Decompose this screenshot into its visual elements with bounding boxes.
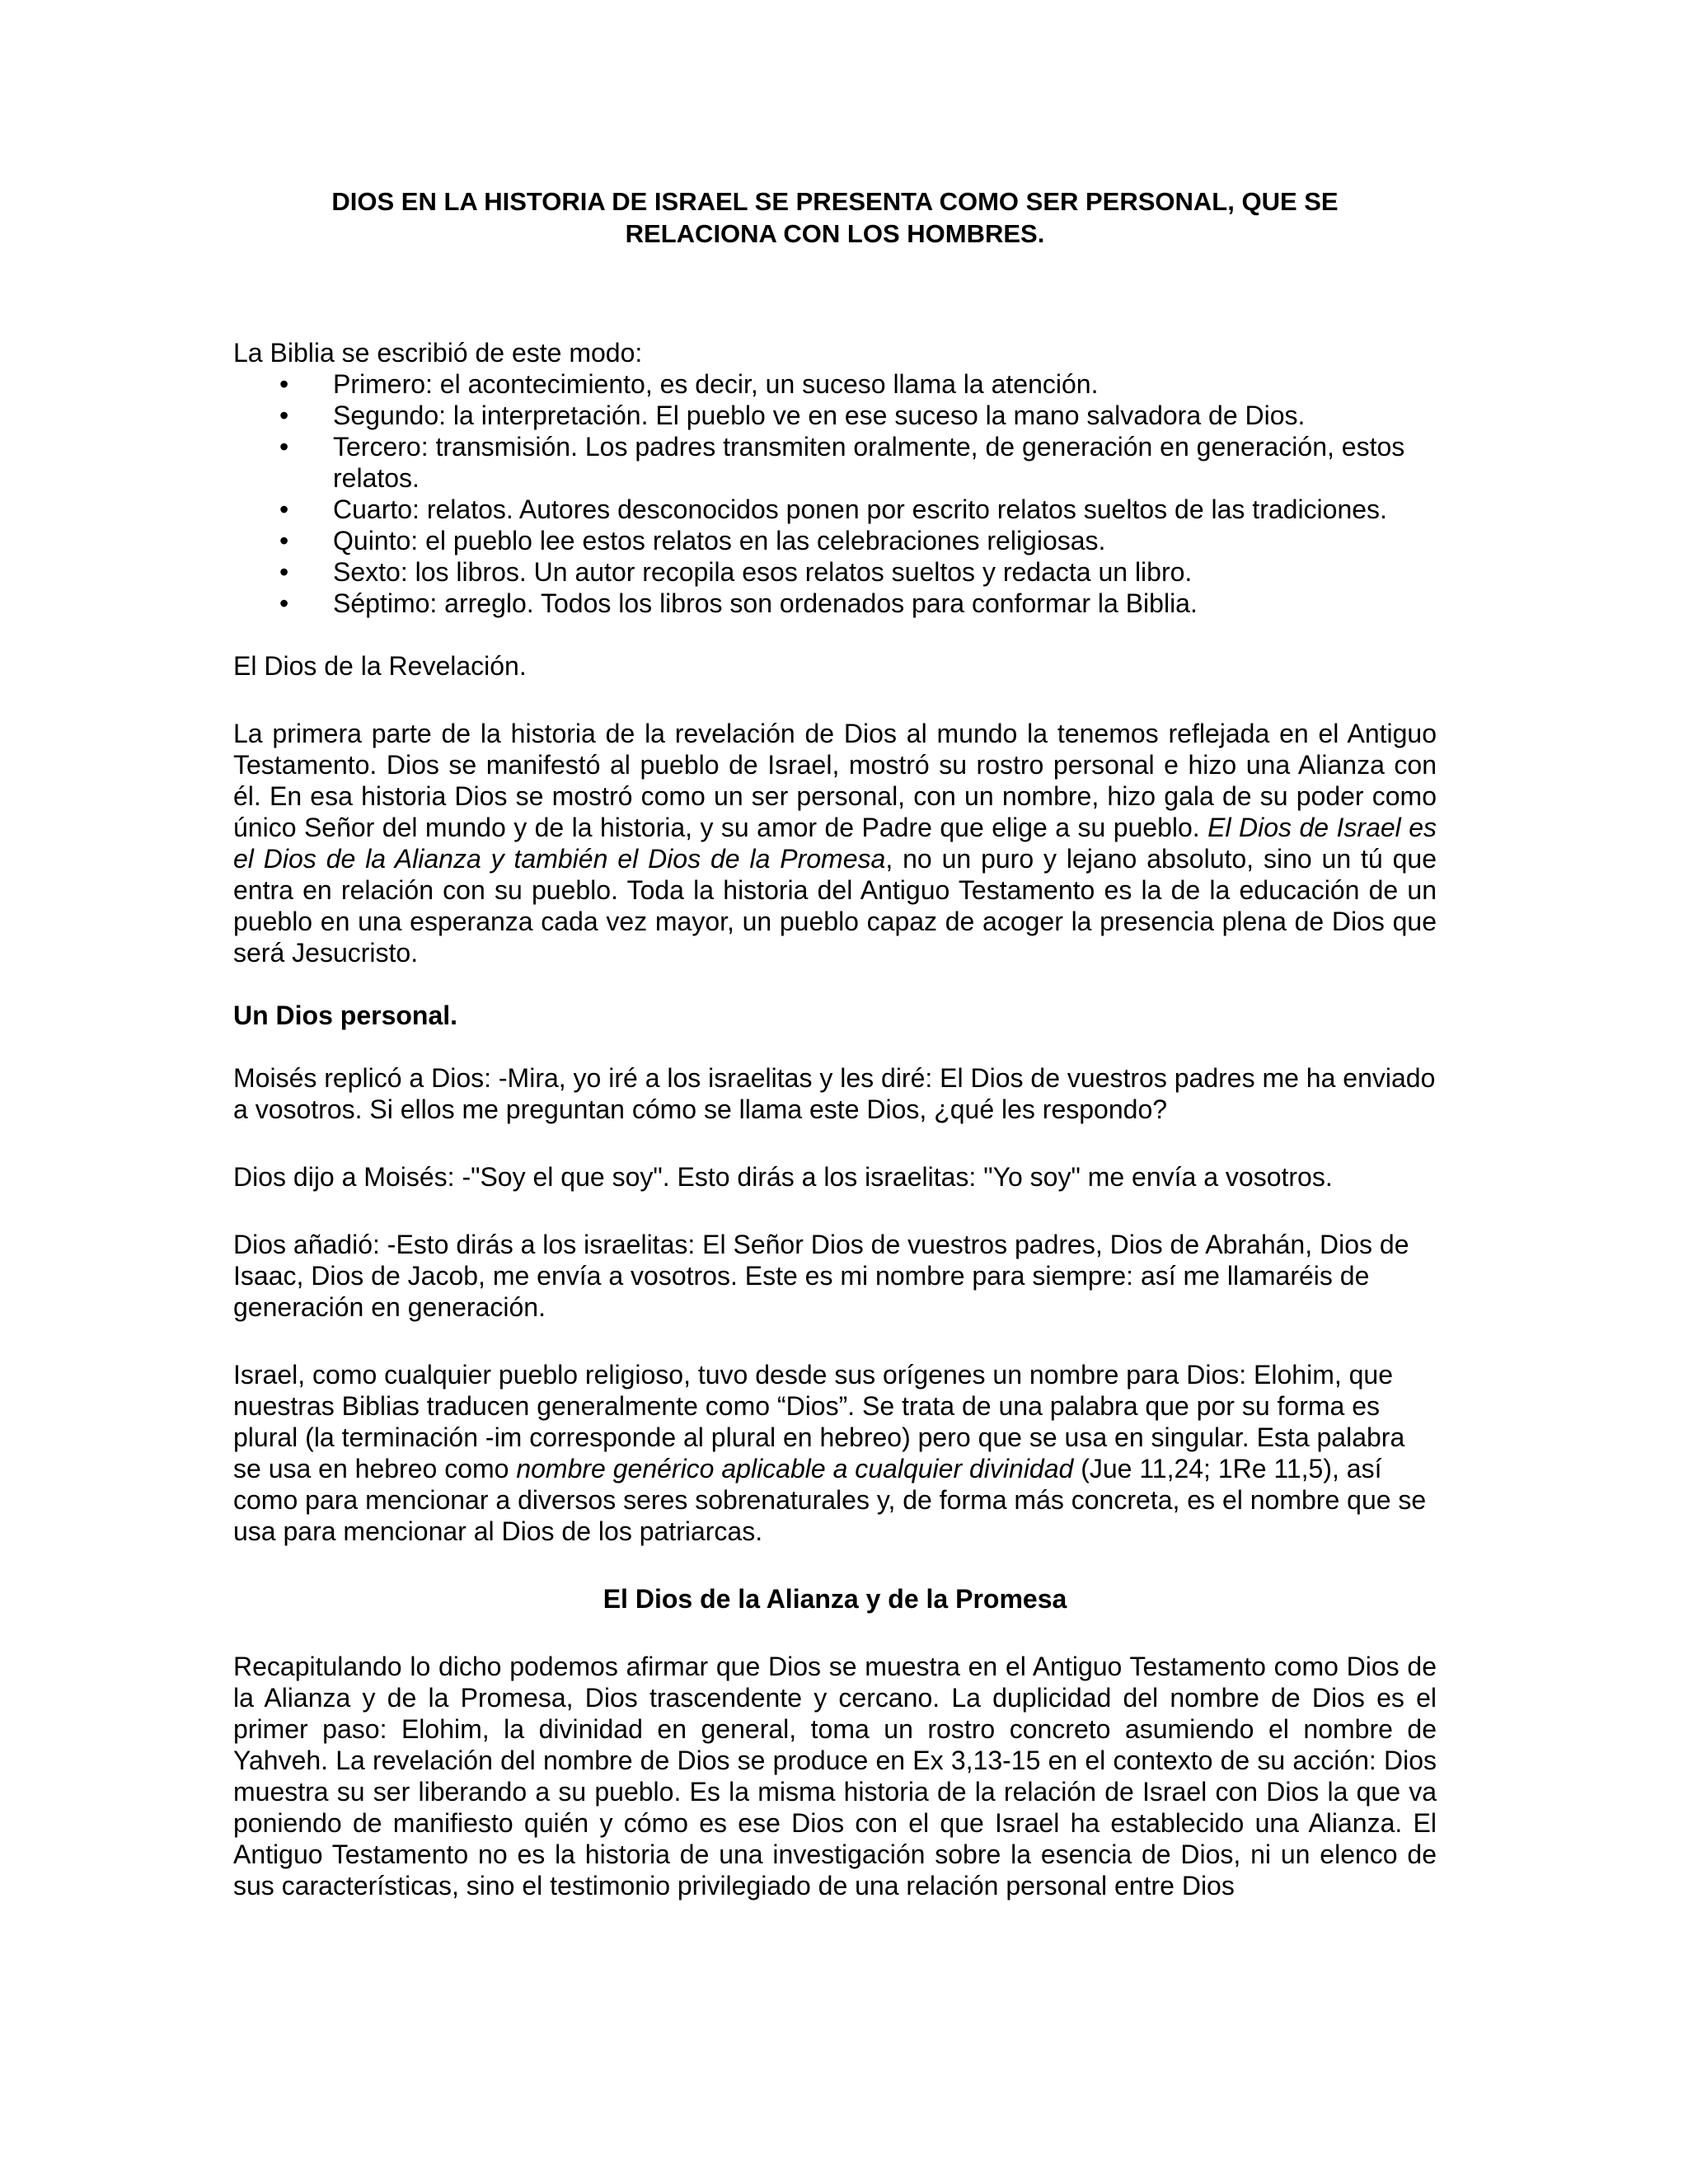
elohim-text-part-2: (Jue 11,24; 1Re 11,5), así como para mencionar a diversos seres sobrenaturales y, de forma más concreta, es el nombre que se usa para mencionar al Dios de los patriarcas. bbox=[233, 1454, 1427, 1546]
list-item: • Quinto: el pueblo lee estos relatos en las celebraciones religiosas. bbox=[233, 525, 1437, 556]
elohim-italic-text: nombre genérico aplicable a cualquier divinidad bbox=[516, 1454, 1074, 1483]
document-title bbox=[233, 185, 1437, 250]
revelation-text-part-2: , no un puro y lejano absoluto, sino un tú que entra en relación con su pueblo. Toda la historia del Antiguo Testamento es la de la educación de un pueblo en una esperanza cada vez mayor, un pueblo capaz de acoger la presencia plena de Dios que será Jesucristo. bbox=[233, 844, 1437, 968]
list-item: • Séptimo: arreglo. Todos los libros son ordenados para conformar la Biblia. bbox=[233, 588, 1437, 619]
elohim-paragraph bbox=[233, 1359, 1437, 1547]
alliance-paragraph: Recapitulando lo dicho podemos afirmar que Dios se muestra en el Antiguo Testamento como Dios de la Alianza y de la Promesa, Dios trascendente y cercano. La duplicidad del nombre de Dios es el primer paso: Elohim, la divinidad en general, toma un rostro concreto asumiendo el nombre de Yahveh. La revelación del nombre de Dios se produce en Ex 3,13-15 en el contexto de su acción: Dios muestra su ser liberando a su pueblo. Es la misma historia de la relación de Israel con Dios la que va poniendo de manifiesto quién y cómo es ese Dios con el que Israel ha establecido una Alianza. El Antiguo Testamento no es la historia de una investigación sobre la esencia de Dios, ni un elenco de sus características, sino el testimonio privilegiado de una relación personal entre Dios bbox=[233, 1652, 1437, 1900]
revelation-paragraph bbox=[233, 718, 1437, 968]
list-item: • Cuarto: relatos. Autores desconocidos ponen por escrito relatos sueltos de las tradiciones. bbox=[233, 494, 1437, 525]
steps-list bbox=[233, 368, 1437, 619]
god-said-paragraph: Dios dijo a Moisés: -"Soy el que soy". Esto dirás a los israelitas: "Yo soy" me envía a vosotros. bbox=[233, 1162, 1333, 1192]
revelation-text-part-1: La primera parte de la historia de la revelación de Dios al mundo la tenemos reflejada en el Antiguo Testamento. Dios se manifestó al pueblo de Israel, mostró su rostro personal e hizo una Alianza con él. En esa historia Dios se mostró como un ser personal, con un nombre, hizo gala de su poder como único Señor del mundo y de la historia, y su amor de Padre que elige a su pueblo. bbox=[233, 719, 1437, 842]
alliance-heading: El Dios de la Alianza y de la Promesa bbox=[603, 1584, 1067, 1614]
title-line-1: DIOS EN LA HISTORIA DE ISRAEL SE PRESENTA COMO SER PERSONAL, QUE SE bbox=[331, 187, 1339, 216]
revelation-italic-text: El Dios de Israel es el Dios de la Alianza y también el Dios de la Promesa bbox=[233, 813, 1437, 874]
god-added-paragraph: Dios añadió: -Esto dirás a los israelitas: El Señor Dios de vuestros padres, Dios de Abrahán, Dios de Isaac, Dios de Jacob, me envía a vosotros. Este es mi nombre para siempre: así me llamaréis de generación en generación. bbox=[233, 1230, 1409, 1322]
moses-paragraph: Moisés replicó a Dios: -Mira, yo iré a los israelitas y les diré: El Dios de vuestros padres me ha enviado a vosotros. Si ellos me preguntan cómo se llama este Dios, ¿qué les respondo? bbox=[233, 1063, 1436, 1124]
list-item: • Primero: el acontecimiento, es decir, un suceso llama la atención. bbox=[233, 368, 1437, 400]
list-item: • Tercero: transmisión. Los padres transmiten oralmente, de generación en generación, estos relatos. bbox=[233, 431, 1437, 494]
intro-text: La Biblia se escribió de este modo: bbox=[233, 338, 643, 368]
document-page bbox=[233, 185, 1437, 1901]
list-item: • Segundo: la interpretación. El pueblo ve en ese suceso la mano salvadora de Dios. bbox=[233, 400, 1437, 431]
list-item: • Sexto: los libros. Un autor recopila esos relatos sueltos y redacta un libro. bbox=[233, 556, 1437, 588]
elohim-text-part-1: Israel, como cualquier pueblo religioso, tuvo desde sus orígenes un nombre para Dios: Elohim, que nuestras Biblias traducen generalmente como “Dios”. Se trata de una palabra que por su forma es plural (la terminación -im corresponde al plural en hebreo) pero que se usa en singular. Esta palabra se usa en hebreo como bbox=[233, 1360, 1405, 1483]
revelation-heading: El Dios de la Revelación. bbox=[233, 651, 527, 681]
personal-heading: Un Dios personal. bbox=[233, 1001, 458, 1030]
title-line-2: RELACIONA CON LOS HOMBRES. bbox=[625, 219, 1045, 248]
